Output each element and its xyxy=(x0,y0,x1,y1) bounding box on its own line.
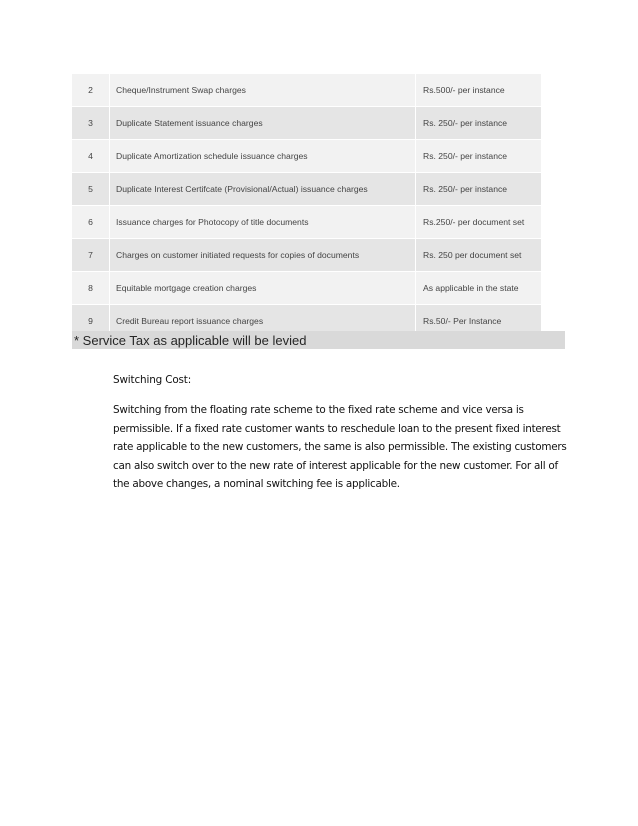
table-row xyxy=(72,173,542,206)
row-number: 5 xyxy=(72,173,110,206)
charge-description: Equitable mortgage creation charges xyxy=(110,272,416,305)
row-number: 6 xyxy=(72,206,110,239)
charge-fee: As applicable in the state xyxy=(416,272,542,305)
charge-fee: Rs. 250/- per instance xyxy=(416,173,542,206)
row-number: 2 xyxy=(72,74,110,107)
table-row xyxy=(72,74,542,107)
section-body: Switching from the floating rate scheme to the fixed rate scheme and vice versa is permissible. If a fixed rate customer wants to reschedule loan to the present fixed interest rate applicable to the new customers, the same is also permissible. The existing customers can also switch over to the new rate of interest applicable for the new customer. For all of the above changes, a nominal switching fee is applicable. xyxy=(113,404,567,490)
table-row xyxy=(72,206,542,239)
row-number: 7 xyxy=(72,239,110,272)
charge-fee: Rs. 250/- per instance xyxy=(416,140,542,173)
charge-description: Charges on customer initiated requests for copies of documents xyxy=(110,239,416,272)
table-row xyxy=(72,107,542,140)
row-number: 9 xyxy=(72,305,110,338)
table-row xyxy=(72,272,542,305)
charge-fee: Rs. 250/- per instance xyxy=(416,107,542,140)
table-row xyxy=(72,239,542,272)
charge-fee: Rs.500/- per instance xyxy=(416,74,542,107)
charge-description: Duplicate Amortization schedule issuance charges xyxy=(110,140,416,173)
charge-fee: Rs.50/- Per Instance xyxy=(416,305,542,338)
charge-description: Cheque/Instrument Swap charges xyxy=(110,74,416,107)
row-number: 3 xyxy=(72,107,110,140)
charges-table xyxy=(72,74,542,338)
row-number: 4 xyxy=(72,140,110,173)
switching-cost-section xyxy=(113,372,571,494)
charge-description: Duplicate Statement issuance charges xyxy=(110,107,416,140)
charge-description: Duplicate Interest Certifcate (Provisional/Actual) issuance charges xyxy=(110,173,416,206)
section-heading: Switching Cost: xyxy=(113,374,192,386)
charge-description: Issuance charges for Photocopy of title documents xyxy=(110,206,416,239)
charge-fee: Rs. 250 per document set xyxy=(416,239,542,272)
charge-fee: Rs.250/- per document set xyxy=(416,206,542,239)
charge-description: Credit Bureau report issuance charges xyxy=(110,305,416,338)
service-tax-note: * Service Tax as applicable will be levied xyxy=(72,331,565,349)
row-number: 8 xyxy=(72,272,110,305)
table-row xyxy=(72,140,542,173)
